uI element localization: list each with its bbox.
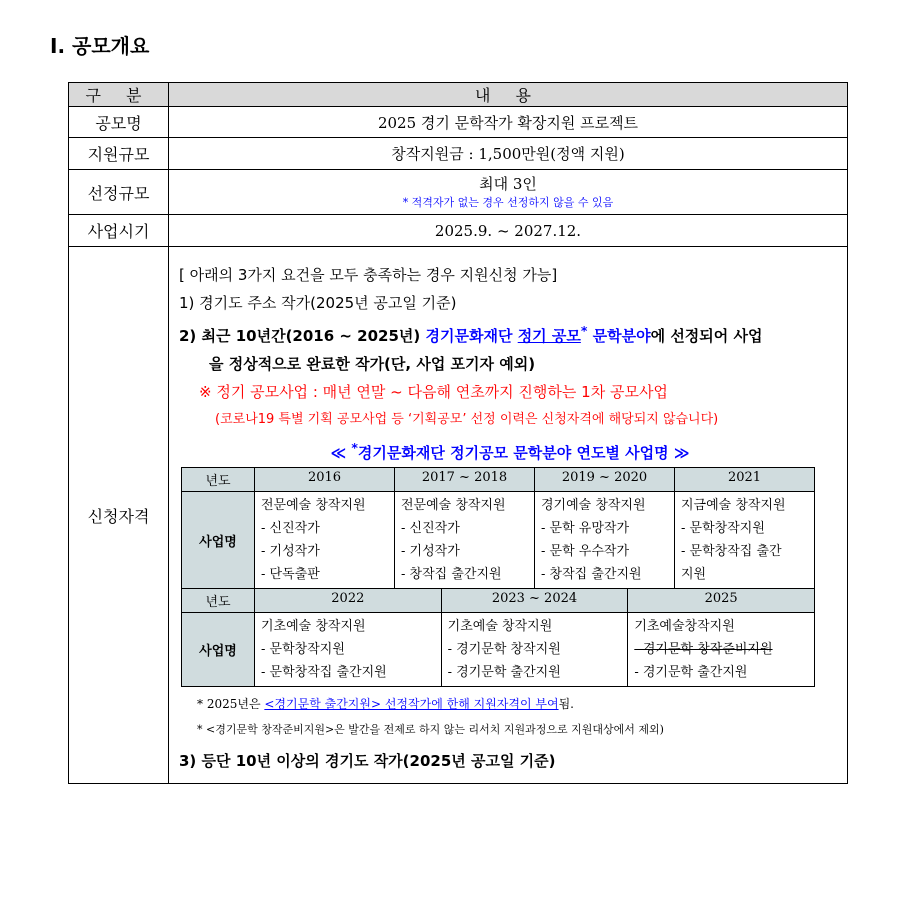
list-item: 기초예술 창작지원: [447, 619, 553, 634]
subtitle-text: 경기문화재단 정기공모 문학분야 연도별 사업명 ≫: [357, 444, 690, 462]
year-label: 년도: [182, 589, 255, 613]
list-item: - 단독출판: [261, 567, 320, 582]
year-2022: 2022: [255, 589, 442, 613]
subtitle-open: ≪: [330, 444, 352, 462]
program-cell-2025: [628, 613, 815, 687]
requirement-2-star: *: [580, 323, 588, 338]
list-item: - 문학창작지원: [681, 521, 765, 536]
requirement-2-text: 2) 최근 10년간(2016 ~ 2025년): [179, 327, 426, 345]
footnote-2025-prefix: * 2025년은: [197, 697, 265, 711]
yearly-program-title: [179, 440, 841, 463]
list-item: 전문예술 창작지원: [261, 498, 366, 513]
header-category: 구 분: [69, 83, 169, 107]
eligibility-content: [169, 247, 848, 784]
header-content: 내 용: [169, 83, 848, 107]
list-item: - 경기문학 출간지원: [634, 665, 748, 680]
subtitle-star: *: [351, 440, 358, 455]
list-item: - 문학 유망작가: [541, 521, 630, 536]
list-item: 기초예술 창작지원: [261, 619, 366, 634]
year-2021: 2021: [675, 468, 815, 492]
requirement-3: 3) 등단 10년 이상의 경기도 작가(2025년 공고일 기준): [179, 752, 556, 770]
regular-contest-note: ※ 정기 공모사업 : 매년 연말 ~ 다음해 연초까지 진행하는 1차 공모사업: [199, 383, 668, 401]
list-item: - 문학창작집 출간: [681, 544, 782, 559]
footnote-2025: [179, 691, 841, 717]
program-table-2: [181, 588, 815, 687]
program-name-label: 사업명: [182, 492, 255, 589]
selection-count: 최대 3인: [479, 175, 537, 193]
year-2017-2018: 2017 ~ 2018: [395, 468, 535, 492]
list-item: - 문학창작지원: [261, 642, 345, 657]
year-2025: 2025: [628, 589, 815, 613]
requirement-2-foundation: 경기문화재단: [425, 327, 518, 345]
list-item: - 기성작가: [261, 544, 320, 559]
footnote-2025-highlight: <경기문학 출간지원> 선정작가에 한해 지원자격이 부여: [264, 697, 559, 711]
program-cell-2017-2018: [395, 492, 535, 589]
requirement-2-cont: 을 정상적으로 완료한 작가(단, 사업 포기자 예외): [209, 355, 536, 373]
list-item: - 창작집 출간지원: [401, 567, 502, 582]
program-cell-2023-2024: [441, 613, 628, 687]
program-cell-2021: [675, 492, 815, 589]
footnote-prep-excluded: * <경기문학 창작준비지원>은 발간을 전제로 하지 않는 리서치 지원과정으로 지원대상에서 제외): [197, 723, 664, 736]
overview-table: [68, 82, 848, 784]
requirement-2-literature: 문학분야: [587, 327, 651, 345]
list-item: - 경기문학 창작지원: [447, 642, 561, 657]
program-table-1: [181, 467, 815, 589]
value-project-period: 2025.9. ~ 2027.12.: [169, 215, 848, 247]
year-2016: 2016: [255, 468, 395, 492]
list-item: 기초예술창작지원: [634, 619, 735, 634]
list-item: - 문학 우수작가: [541, 544, 630, 559]
list-item: - 기성작가: [401, 544, 460, 559]
label-selection-scale: 선정규모: [69, 170, 169, 215]
list-item: - 문학창작집 출간지원: [261, 665, 387, 680]
list-item: - 신진작가: [261, 521, 320, 536]
program-name-label: 사업명: [182, 613, 255, 687]
list-item: 전문예술 창작지원: [401, 498, 506, 513]
label-project-period: 사업시기: [69, 215, 169, 247]
requirement-2-tail: 에 선정되어 사업: [650, 327, 763, 345]
list-item: 경기예술 창작지원: [541, 498, 646, 513]
value-selection-scale: [169, 170, 848, 215]
year-label: 년도: [182, 468, 255, 492]
program-cell-2019-2020: [535, 492, 675, 589]
year-2019-2020: 2019 ~ 2020: [535, 468, 675, 492]
footnote-2025-suffix: 됨.: [558, 697, 574, 711]
eligibility-intro: [ 아래의 3가지 요건을 모두 충족하는 경우 지원신청 가능]: [179, 266, 558, 284]
list-item: 지원: [681, 567, 707, 582]
label-contest-name: 공모명: [69, 107, 169, 138]
list-item: - 경기문학 출간지원: [447, 665, 561, 680]
value-contest-name: 2025 경기 문학작가 확장지원 프로젝트: [169, 107, 848, 138]
value-support-scale: 창작지원금 : 1,500만원(정액 지원): [169, 138, 848, 170]
label-eligibility: 신청자격: [69, 247, 169, 784]
special-contest-note: (코로나19 특별 기획 공모사업 등 ‘기획공모’ 선정 이력은 신청자격에 해당되지 않습니다): [215, 412, 719, 427]
year-2023-2024: 2023 ~ 2024: [441, 589, 628, 613]
list-item: - 창작집 출간지원: [541, 567, 642, 582]
label-support-scale: 지원규모: [69, 138, 169, 170]
program-cell-2022: [255, 613, 442, 687]
list-item: 지금예술 창작지원: [681, 498, 786, 513]
selection-note: * 적격자가 없는 경우 선정하지 않을 수 있음: [402, 196, 614, 209]
list-item-struck: - 경기문학 창작준비지원: [634, 642, 773, 657]
list-item: - 신진작가: [401, 521, 460, 536]
section-heading: Ⅰ. 공모개요: [50, 34, 150, 58]
requirement-2: [179, 317, 841, 350]
requirement-1: 1) 경기도 주소 작가(2025년 공고일 기준): [179, 294, 457, 312]
requirement-2-regular: 정기 공모: [517, 327, 581, 345]
program-cell-2016: [255, 492, 395, 589]
